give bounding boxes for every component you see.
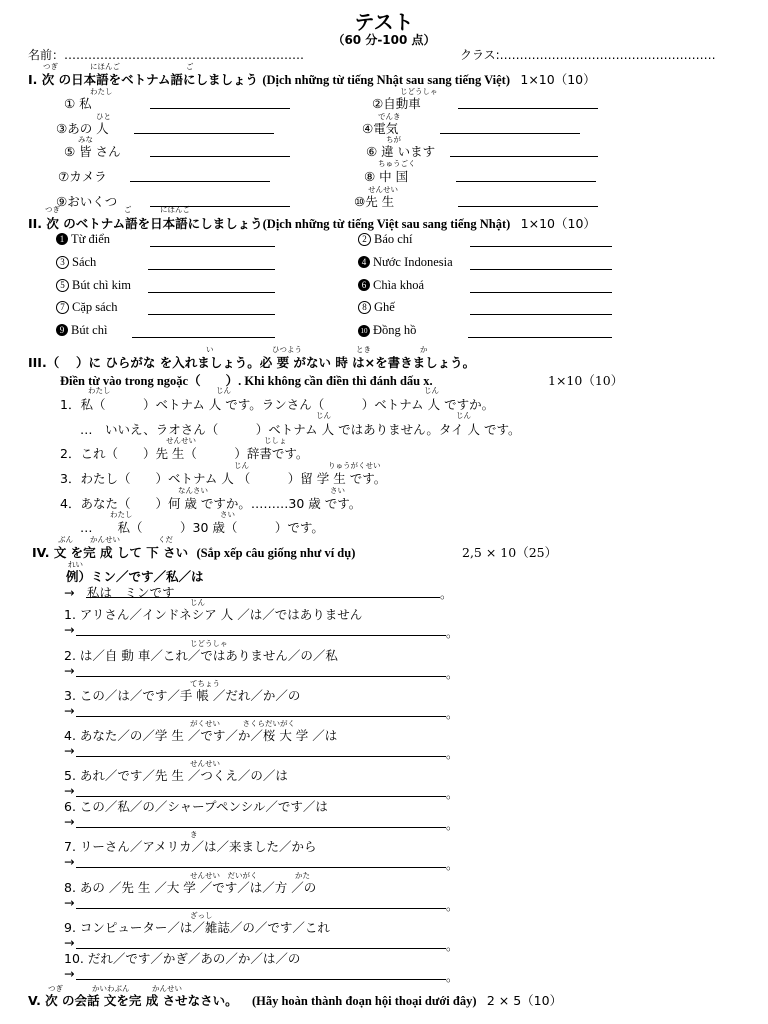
vi-item: 1 Từ điển [56,232,110,247]
item-ruby: せんせい [368,185,398,194]
fill-line-4[interactable]: 4．あなた（ ）何 歳 ですか。………30 歳 です。 [60,496,362,511]
vocab-item: ②自動車 [372,96,421,111]
period: 。 [446,746,459,761]
answer-line[interactable] [440,133,580,134]
item-ruby: わたし [88,386,111,395]
arrow-icon: → [64,703,75,718]
answer-line[interactable] [470,246,612,247]
vi-item: 6 Chìa khoá [358,278,424,293]
section-4-title: IV. 文 を完 成 して 下 さい [32,545,189,560]
item-ruby: ちゅうごく [378,159,416,168]
section-2-score: 1×10（10） [520,216,596,231]
period: 。 [446,625,459,640]
section-5-score: 2 × 5（10） [486,993,563,1008]
section-5-heading [28,991,562,1009]
ruby-nihongo-2: にほんご [160,205,190,214]
number-badge: 6 [358,279,370,291]
section-5-title: V. 次 の会話 文を完 成 させなさい。 [28,993,238,1008]
answer-line[interactable] [468,337,612,338]
reorder-prompt: 8. あの ／先 生 ／大 学 ／です／は／方 ／の [64,880,317,895]
ruby-tsugi-2: つぎ [45,205,60,214]
vi-item: 5 Bút chì kim [56,278,131,293]
answer-line[interactable] [470,292,612,293]
answer-line[interactable] [150,108,290,109]
answer-line[interactable] [76,716,446,717]
section-3-instruction: Điền từ vào trong ngoặc（ ）. Khi không cần điền thì đánh dấu x. [60,374,433,388]
class-field-label: クラス:……………………………………………… [460,48,716,62]
number-badge: 10 [358,325,370,337]
period: 。 [446,817,459,832]
ruby-nihongo: にほんご [90,62,120,71]
reorder-prompt: 5. あれ／です／先 生 ／つくえ／の／は [64,768,288,783]
answer-line[interactable] [470,314,612,315]
arrow-icon: → [64,783,75,798]
ruby-kansei: かんせい [90,535,120,544]
answer-line[interactable] [148,269,275,270]
answer-line[interactable] [76,979,446,980]
vi-item: 8 Ghế [358,300,395,315]
example-line [86,597,440,598]
page-subtitle: （60 分-100 点） [332,33,436,47]
page-title: テスト [354,10,414,34]
item-ruby: さい [330,486,345,495]
period: 。 [446,706,459,721]
answer-line[interactable] [456,181,596,182]
reorder-prompt: 4. あなた／の／学 生 ／です／か／桜 大 学 ／は [64,728,338,743]
ruby-go: ご [186,62,194,71]
vocab-item: ⑥ 違 います [366,144,436,159]
reorder-prompt: 6. この／私／の／シャープペンシル／です／は [64,799,328,814]
item-ruby: わたし [110,510,133,519]
section-1-heading [28,70,596,88]
item-ruby: せんせい [166,436,196,445]
answer-line[interactable] [132,337,275,338]
answer-line[interactable] [450,156,598,157]
vocab-item: ⑩先 生 [354,194,395,209]
number-badge: 2 [358,233,371,246]
ruby-kuda: くだ [158,535,173,544]
period: 。 [446,898,459,913]
answer-line[interactable] [130,181,270,182]
number-badge: 3 [56,256,69,269]
number-badge: 1 [56,233,68,245]
item-ruby: じん [216,386,231,395]
section-4-score: 2,5 × 10（25） [462,545,558,560]
item-ruby: ひと [96,112,111,121]
period: 。 [440,586,453,601]
ruby-tsugi: つぎ [43,62,58,71]
vi-item: 4 Nước Indonesia [358,255,453,270]
reorder-prompt: 1. アリさん／インドネシア 人 ／は／ではありません [64,607,363,622]
reorder-prompt: 7. リーさん／アメリカ／は／来ました／から [64,839,317,854]
item-ruby: ざっし [190,911,213,920]
vocab-item: ⑤ 皆 さん [64,144,121,159]
vi-item: 9 Bút chì [56,323,107,338]
answer-line[interactable] [76,676,446,677]
number-badge: 7 [56,301,69,314]
item-ruby: せんせい [190,759,220,768]
vi-item: 10 Đồng hồ [358,323,416,338]
item-ruby: さい [220,510,235,519]
vocab-item: ⑨おいくつ [56,194,118,209]
number-badge: 5 [56,279,69,292]
vocab-item: ③あの 人 [56,121,109,136]
example-prompt: 例）ミン／です／私／は [66,569,204,584]
fill-line-1b[interactable]: … いいえ、ラオさん（ ）ベトナム 人 ではありません。タイ 人 です。 [80,422,521,437]
vi-item: 2 Báo chí [358,232,413,247]
ruby-tsugi-5: つぎ [48,984,63,993]
section-5-title-vi: (Hãy hoàn thành đoạn hội thoại dưới đây) [251,994,477,1008]
vocab-item: ⑦カメラ [58,169,107,184]
item-ruby: じん [190,598,205,607]
ruby-go-2: ご [124,205,132,214]
arrow-icon: → [64,743,75,758]
item-ruby: じん [234,461,249,470]
period: 。 [446,938,459,953]
vi-item: 3 Sách [56,255,96,270]
item-ruby: せんせい だいがく かた [190,871,310,880]
ruby-ka: か [420,345,428,354]
section-1-score: 1×10（10） [520,72,596,87]
answer-line[interactable] [76,635,446,636]
answer-line[interactable] [150,246,275,247]
number-badge: 9 [56,324,68,336]
answer-line[interactable] [458,108,598,109]
answer-line[interactable] [470,269,612,270]
item-ruby: じどうしゃ [400,87,438,96]
reorder-prompt: 9. コンピューター／は／雑誌／の／です／これ [64,920,330,935]
example-answer: → 私は ミンです [64,585,175,600]
item-ruby: じどうしゃ [190,639,228,648]
vi-item: 7 Cặp sách [56,300,117,315]
arrow-icon: → [64,622,75,637]
answer-line[interactable] [150,156,290,157]
answer-line[interactable] [76,827,446,828]
ruby-hitsuyou: ひつよう [272,345,302,354]
item-ruby: じん [424,386,439,395]
fill-line-4b[interactable]: … 私（ ）30 歳（ ）です。 [80,520,324,535]
arrow-icon: → [64,854,75,869]
item-ruby: き [190,830,198,839]
item-ruby: みな [78,135,93,144]
name-field-label: 名前：…………………………………………………… [28,48,305,62]
period: 。 [446,857,459,872]
item-ruby: てちょう [190,679,220,688]
fill-line-2[interactable]: 2．これ（ ）先 生（ ）辞書です。 [60,446,309,461]
answer-line[interactable] [76,908,446,909]
arrow-icon: → [64,814,75,829]
ruby-toki: とき [356,345,371,354]
answer-line[interactable] [134,133,274,134]
reorder-prompt: 3. この／は／です／手 帳 ／だれ／か／の [64,688,301,703]
ruby-kansei-5: かんせい [152,984,182,993]
section-3-score: 1×10（10） [548,373,624,388]
item-ruby: りゅうがくせい [328,461,381,470]
fill-line-1[interactable]: 1．私（ ）ベトナム 人 です。ランさん（ ）ベトナム 人 ですか。 [60,397,495,412]
fill-line-3[interactable]: 3．わたし（ ）ベトナム 人 （ ）留 学 生 です。 [60,471,387,486]
item-ruby: じん [316,411,331,420]
section-3-heading: III.（ ）に ひらがな を入れましょう。必 要 がない 時 は×を書きましょう。 [28,355,476,370]
vocab-item: ⑧ 中 国 [364,169,409,184]
answer-line[interactable] [148,314,275,315]
section-2-heading [28,214,596,232]
section-2-title-vi: (Dịch những từ tiếng Việt sau sang tiếng Nhật) [262,217,511,231]
period: 。 [446,786,459,801]
arrow-icon: → [64,895,75,910]
answer-line[interactable] [76,756,446,757]
period: 。 [446,666,459,681]
arrow-icon: → [64,966,75,981]
arrow-icon: → [64,663,75,678]
vocab-item: ① 私 [64,96,92,111]
item-ruby: じん [456,411,471,420]
section-2-title: II. 次 のベトナム語を日本語にしましょう [28,216,263,231]
section-1-title-vi: (Dịch những từ tiếng Nhật sau sang tiếng Việt) [262,73,511,87]
vocab-item: ④電気 [362,121,399,136]
ruby-kaiwabun: かいわぶん [92,984,130,993]
item-ruby: がくせい さくらだいがく [190,719,295,728]
ruby-bun: ぶん [58,535,73,544]
answer-line[interactable] [76,867,446,868]
number-badge: 4 [358,256,370,268]
item-ruby: じしょ [264,436,287,445]
reorder-prompt: 10. だれ／です／かぎ／あの／か／は／の [64,951,301,966]
period: 。 [446,969,459,984]
arrow-icon: → [64,935,75,950]
section-4-title-vi: (Sắp xếp câu giống như ví dụ) [196,546,356,560]
section-1-title: I. 次 の日本語をベトナム語にしましょう [28,72,258,87]
ruby-i: い [206,345,214,354]
ruby-rei: れい [68,560,83,569]
item-ruby: ちが [386,135,401,144]
item-ruby: でんき [378,112,401,121]
item-ruby: なんさい [178,486,208,495]
reorder-prompt: 2. は／自 動 車／これ／ではありません／の／私 [64,648,338,663]
answer-line[interactable] [458,206,598,207]
item-ruby: わたし [90,87,113,96]
number-badge: 8 [358,301,371,314]
answer-line[interactable] [148,292,275,293]
